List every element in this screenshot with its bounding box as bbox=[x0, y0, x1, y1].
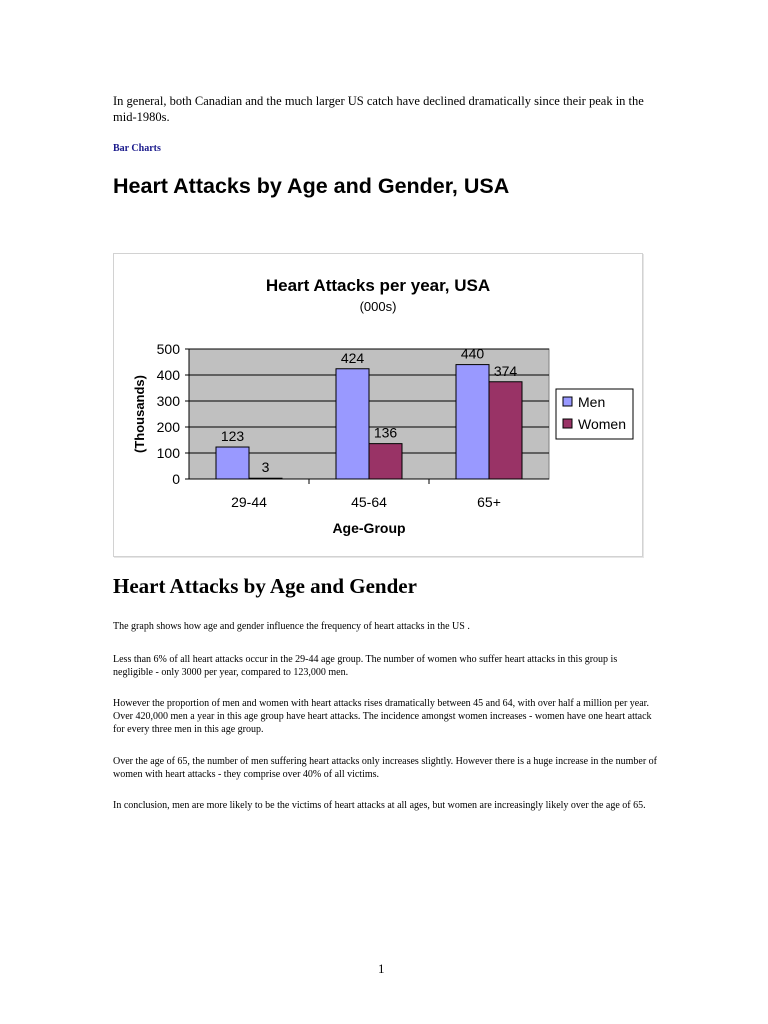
y-tick-label: 100 bbox=[156, 445, 180, 461]
bar-men bbox=[336, 369, 369, 479]
chart-container bbox=[113, 253, 643, 557]
legend-label-women: Women bbox=[578, 416, 626, 432]
bar-men bbox=[456, 365, 489, 479]
y-tick-label: 400 bbox=[156, 367, 180, 383]
legend-label-men: Men bbox=[578, 394, 606, 410]
bar-charts-link[interactable]: Bar Charts bbox=[113, 143, 161, 154]
y-tick-label: 300 bbox=[156, 393, 180, 409]
bar-men bbox=[216, 447, 249, 479]
intro-paragraph: In general, both Canadian and the much larger US catch have declined dramatically since their peak in the mid-1980s. bbox=[113, 94, 644, 124]
data-label: 440 bbox=[460, 345, 485, 362]
bar-women bbox=[249, 478, 282, 479]
x-tick-label: 45-64 bbox=[351, 494, 387, 510]
paragraph-3: However the proportion of men and women with heart attacks rises dramatically between 45 and 64, with over half a million per year. Over 420,000 men a year in this age group have heart attacks. The incidence amongst women increases - women have one heart attack for every three men in this age group. bbox=[113, 698, 652, 735]
legend-swatch-men bbox=[563, 397, 572, 406]
chart-legend bbox=[556, 389, 633, 439]
y-tick-label: 200 bbox=[156, 419, 180, 435]
data-label: 136 bbox=[373, 424, 398, 441]
page-number: 1 bbox=[378, 961, 385, 976]
x-tick-label: 29-44 bbox=[231, 494, 267, 510]
data-label: 374 bbox=[493, 362, 518, 379]
main-heading: Heart Attacks by Age and Gender, USA bbox=[113, 174, 510, 198]
y-axis-label: (Thousands) bbox=[132, 375, 147, 453]
bar-chart bbox=[114, 254, 642, 556]
x-tick-label: 65+ bbox=[477, 494, 501, 510]
data-label: 424 bbox=[340, 349, 365, 366]
bar-women bbox=[489, 382, 522, 479]
paragraph-4: Over the age of 65, the number of men suffering heart attacks only increases slightly. However there is a huge increase in the number of women with heart attacks - they comprise over 40% of all victims. bbox=[113, 756, 657, 780]
y-tick-label: 500 bbox=[156, 341, 180, 357]
x-axis-label: Age-Group bbox=[332, 520, 406, 536]
paragraph-1: The graph shows how age and gender influence the frequency of heart attacks in the US . bbox=[113, 621, 470, 632]
bar-women bbox=[369, 444, 402, 479]
y-tick-label: 0 bbox=[172, 471, 180, 487]
data-label: 3 bbox=[261, 459, 270, 476]
chart-subtitle: (000s) bbox=[359, 299, 397, 314]
legend-swatch-women bbox=[563, 419, 572, 428]
paragraph-5: In conclusion, men are more likely to be the victims of heart attacks at all ages, but women are increasingly likely over the age of 65. bbox=[113, 800, 646, 811]
paragraph-2: Less than 6% of all heart attacks occur in the 29-44 age group. The number of women who suffer heart attacks in this group is negligible - only 3000 per year, compared to 123,000 men. bbox=[113, 654, 618, 678]
data-label: 123 bbox=[220, 428, 245, 445]
section-heading: Heart Attacks by Age and Gender bbox=[113, 574, 417, 598]
chart-title: Heart Attacks per year, USA bbox=[265, 276, 491, 295]
